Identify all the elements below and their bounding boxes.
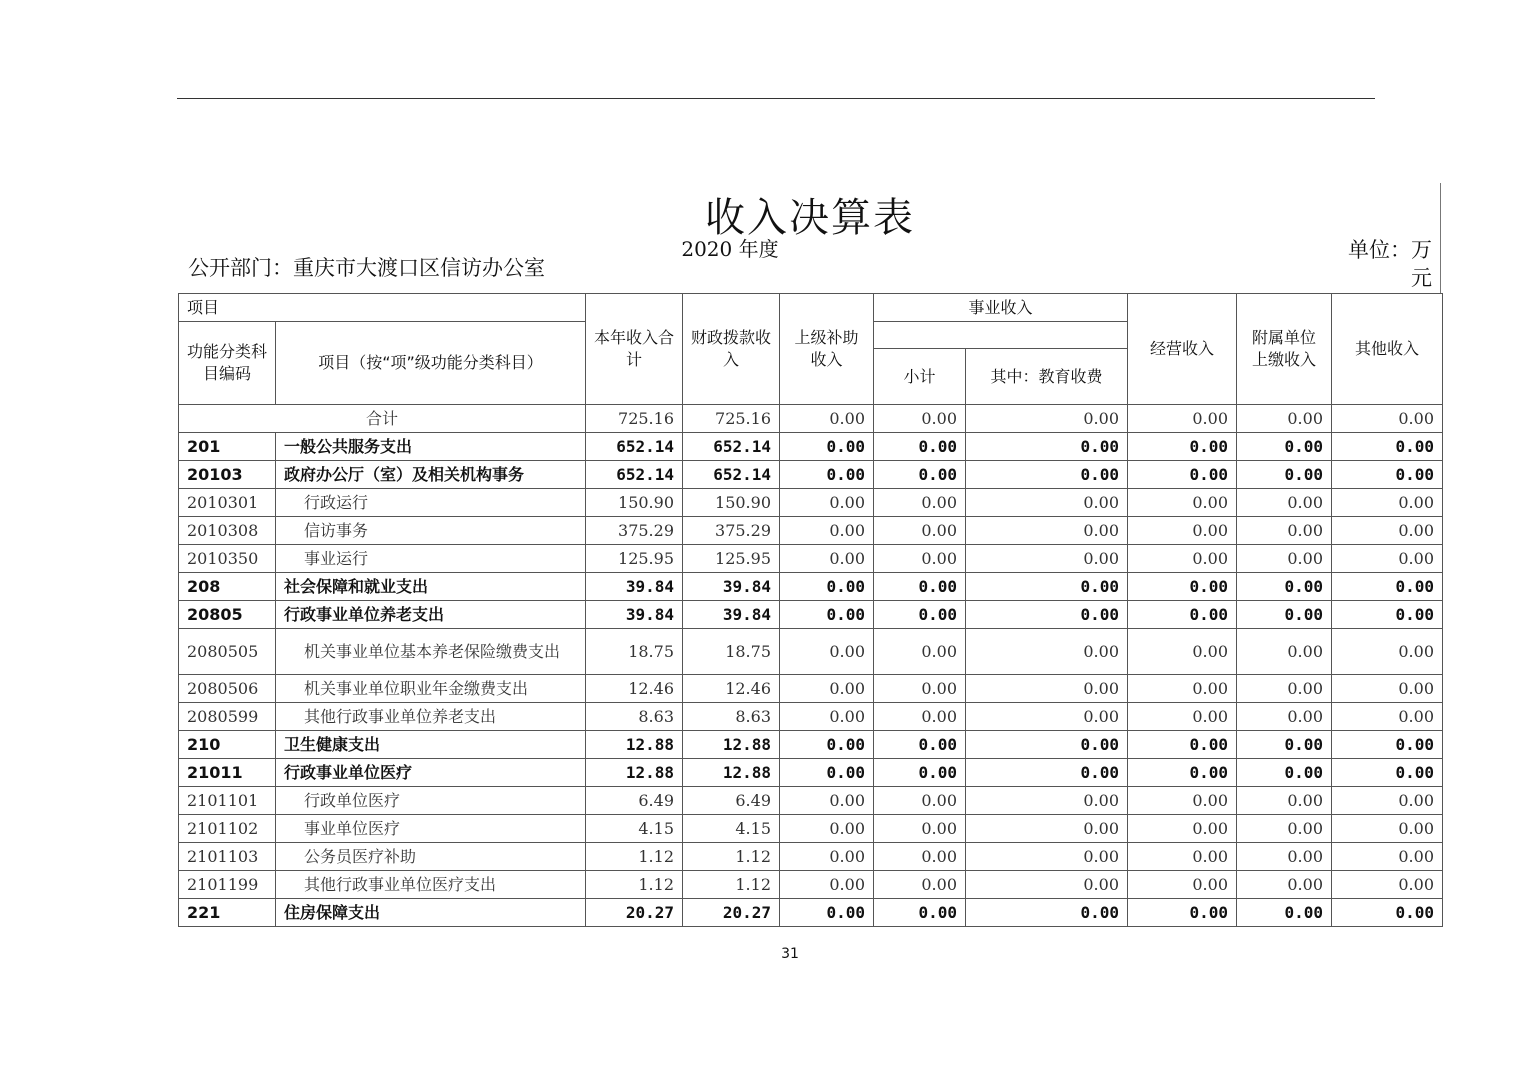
table-row bbox=[179, 601, 1443, 629]
row-value: 0.00 bbox=[1332, 573, 1443, 601]
header-other: 其他收入 bbox=[1332, 294, 1443, 405]
row-value: 652.14 bbox=[586, 461, 683, 489]
row-value: 0.00 bbox=[874, 573, 966, 601]
row-value: 0.00 bbox=[966, 703, 1128, 731]
year-label: 2020 年度 bbox=[681, 237, 779, 261]
row-code: 2101103 bbox=[179, 843, 276, 871]
row-value: 0.00 bbox=[1237, 573, 1332, 601]
row-value: 0.00 bbox=[874, 433, 966, 461]
row-value: 0.00 bbox=[966, 815, 1128, 843]
row-name: 住房保障支出 bbox=[276, 899, 586, 927]
row-value: 0.00 bbox=[1237, 489, 1332, 517]
row-value: 12.88 bbox=[683, 731, 780, 759]
row-code: 208 bbox=[179, 573, 276, 601]
row-value: 0.00 bbox=[780, 871, 874, 899]
row-value: 0.00 bbox=[1237, 517, 1332, 545]
row-value: 18.75 bbox=[683, 629, 780, 675]
row-value: 0.00 bbox=[874, 545, 966, 573]
row-name: 其他行政事业单位医疗支出 bbox=[276, 871, 586, 899]
row-value: 0.00 bbox=[874, 601, 966, 629]
row-value: 0.00 bbox=[1128, 731, 1237, 759]
row-value: 652.14 bbox=[683, 461, 780, 489]
row-name: 机关事业单位基本养老保险缴费支出 bbox=[276, 629, 586, 675]
table-row bbox=[179, 899, 1443, 927]
row-value: 0.00 bbox=[1128, 843, 1237, 871]
table-row bbox=[179, 573, 1443, 601]
row-value: 0.00 bbox=[780, 675, 874, 703]
row-value: 0.00 bbox=[1332, 703, 1443, 731]
row-code: 201 bbox=[179, 433, 276, 461]
row-value: 0.00 bbox=[1237, 675, 1332, 703]
row-value: 0.00 bbox=[1332, 405, 1443, 433]
row-value: 0.00 bbox=[1237, 899, 1332, 927]
row-value: 39.84 bbox=[586, 573, 683, 601]
row-value: 0.00 bbox=[966, 405, 1128, 433]
row-value: 0.00 bbox=[1128, 871, 1237, 899]
header-rule bbox=[177, 98, 1375, 99]
row-value: 0.00 bbox=[966, 731, 1128, 759]
row-value: 4.15 bbox=[683, 815, 780, 843]
row-value: 0.00 bbox=[966, 433, 1128, 461]
header-affiliated: 附属单位上缴收入 bbox=[1237, 294, 1332, 405]
row-value: 0.00 bbox=[1128, 899, 1237, 927]
table-row bbox=[179, 675, 1443, 703]
row-value: 0.00 bbox=[1332, 871, 1443, 899]
row-value: 0.00 bbox=[1332, 517, 1443, 545]
row-value: 0.00 bbox=[874, 405, 966, 433]
row-value: 6.49 bbox=[586, 787, 683, 815]
row-value: 0.00 bbox=[874, 815, 966, 843]
row-value: 1.12 bbox=[586, 871, 683, 899]
row-value: 0.00 bbox=[966, 759, 1128, 787]
row-value: 0.00 bbox=[1332, 815, 1443, 843]
row-value: 0.00 bbox=[874, 899, 966, 927]
row-value: 0.00 bbox=[966, 899, 1128, 927]
row-value: 0.00 bbox=[966, 461, 1128, 489]
row-value: 12.88 bbox=[586, 759, 683, 787]
row-value: 0.00 bbox=[1128, 573, 1237, 601]
table-row bbox=[179, 843, 1443, 871]
row-value: 8.63 bbox=[683, 703, 780, 731]
row-code: 2010350 bbox=[179, 545, 276, 573]
row-name: 行政事业单位医疗 bbox=[276, 759, 586, 787]
row-value: 39.84 bbox=[683, 573, 780, 601]
row-value: 0.00 bbox=[874, 703, 966, 731]
row-name: 行政单位医疗 bbox=[276, 787, 586, 815]
row-value: 0.00 bbox=[780, 545, 874, 573]
row-value: 725.16 bbox=[683, 405, 780, 433]
row-value: 0.00 bbox=[966, 517, 1128, 545]
row-name: 一般公共服务支出 bbox=[276, 433, 586, 461]
row-value: 0.00 bbox=[1332, 601, 1443, 629]
row-value: 0.00 bbox=[780, 629, 874, 675]
row-value: 125.95 bbox=[586, 545, 683, 573]
row-value: 0.00 bbox=[874, 489, 966, 517]
header-name: 项目（按“项”级功能分类科目） bbox=[276, 322, 586, 405]
row-value: 20.27 bbox=[586, 899, 683, 927]
table-row bbox=[179, 815, 1443, 843]
row-value: 0.00 bbox=[780, 815, 874, 843]
row-name: 政府办公厅（室）及相关机构事务 bbox=[276, 461, 586, 489]
row-value: 0.00 bbox=[966, 629, 1128, 675]
row-code: 20805 bbox=[179, 601, 276, 629]
row-value: 0.00 bbox=[1128, 461, 1237, 489]
row-value: 0.00 bbox=[1128, 489, 1237, 517]
row-value: 0.00 bbox=[1237, 433, 1332, 461]
row-value: 0.00 bbox=[966, 871, 1128, 899]
row-code: 210 bbox=[179, 731, 276, 759]
row-value: 0.00 bbox=[780, 899, 874, 927]
row-code: 2101102 bbox=[179, 815, 276, 843]
row-value: 0.00 bbox=[780, 517, 874, 545]
header-item: 项目 bbox=[179, 294, 586, 322]
row-name: 机关事业单位职业年金缴费支出 bbox=[276, 675, 586, 703]
row-value: 0.00 bbox=[1128, 815, 1237, 843]
row-value: 0.00 bbox=[1237, 601, 1332, 629]
row-code: 2010301 bbox=[179, 489, 276, 517]
row-value: 375.29 bbox=[586, 517, 683, 545]
row-value: 0.00 bbox=[780, 601, 874, 629]
row-name: 社会保障和就业支出 bbox=[276, 573, 586, 601]
unit-label: 单位：万元 bbox=[1348, 238, 1432, 290]
row-value: 8.63 bbox=[586, 703, 683, 731]
row-value: 12.46 bbox=[683, 675, 780, 703]
row-name: 行政运行 bbox=[276, 489, 586, 517]
row-value: 0.00 bbox=[966, 573, 1128, 601]
row-value: 0.00 bbox=[1237, 703, 1332, 731]
row-value: 1.12 bbox=[683, 843, 780, 871]
row-name: 事业单位医疗 bbox=[276, 815, 586, 843]
row-code: 2080505 bbox=[179, 629, 276, 675]
row-value: 0.00 bbox=[1332, 433, 1443, 461]
row-value: 0.00 bbox=[1332, 545, 1443, 573]
row-value: 0.00 bbox=[874, 675, 966, 703]
row-value: 0.00 bbox=[1332, 489, 1443, 517]
row-value: 0.00 bbox=[1332, 731, 1443, 759]
row-value: 0.00 bbox=[1237, 545, 1332, 573]
row-value: 0.00 bbox=[1332, 461, 1443, 489]
row-name: 公务员医疗补助 bbox=[276, 843, 586, 871]
row-value: 0.00 bbox=[874, 731, 966, 759]
row-value: 0.00 bbox=[874, 629, 966, 675]
row-code: 221 bbox=[179, 899, 276, 927]
row-value: 6.49 bbox=[683, 787, 780, 815]
row-code: 21011 bbox=[179, 759, 276, 787]
row-value: 0.00 bbox=[874, 871, 966, 899]
row-value: 0.00 bbox=[966, 489, 1128, 517]
page-title: 收入决算表 bbox=[705, 195, 915, 241]
row-value: 20.27 bbox=[683, 899, 780, 927]
row-value: 0.00 bbox=[966, 787, 1128, 815]
row-code: 2010308 bbox=[179, 517, 276, 545]
row-value: 12.46 bbox=[586, 675, 683, 703]
row-value: 0.00 bbox=[780, 461, 874, 489]
row-name: 合计 bbox=[179, 405, 586, 433]
row-value: 125.95 bbox=[683, 545, 780, 573]
department-label: 公开部门：重庆市大渡口区信访办公室 bbox=[188, 256, 545, 280]
row-value: 0.00 bbox=[1128, 601, 1237, 629]
row-value: 0.00 bbox=[1332, 675, 1443, 703]
row-value: 0.00 bbox=[874, 517, 966, 545]
row-value: 0.00 bbox=[1237, 843, 1332, 871]
row-name: 事业运行 bbox=[276, 545, 586, 573]
row-value: 0.00 bbox=[1237, 405, 1332, 433]
row-code: 2101101 bbox=[179, 787, 276, 815]
row-value: 0.00 bbox=[1128, 629, 1237, 675]
row-value: 0.00 bbox=[874, 843, 966, 871]
row-value: 0.00 bbox=[1128, 433, 1237, 461]
header-subtotal: 小计 bbox=[874, 349, 966, 405]
row-value: 0.00 bbox=[1332, 843, 1443, 871]
row-value: 0.00 bbox=[780, 573, 874, 601]
row-value: 0.00 bbox=[1237, 871, 1332, 899]
table-row bbox=[179, 703, 1443, 731]
row-value: 18.75 bbox=[586, 629, 683, 675]
row-value: 1.12 bbox=[586, 843, 683, 871]
row-value: 12.88 bbox=[586, 731, 683, 759]
row-value: 0.00 bbox=[1332, 759, 1443, 787]
row-value: 0.00 bbox=[780, 703, 874, 731]
row-value: 0.00 bbox=[966, 545, 1128, 573]
row-value: 39.84 bbox=[586, 601, 683, 629]
row-value: 39.84 bbox=[683, 601, 780, 629]
row-value: 4.15 bbox=[586, 815, 683, 843]
header-operating: 经营收入 bbox=[1128, 294, 1237, 405]
table-row bbox=[179, 731, 1443, 759]
table-row bbox=[179, 871, 1443, 899]
row-value: 375.29 bbox=[683, 517, 780, 545]
row-code: 2101199 bbox=[179, 871, 276, 899]
row-value: 0.00 bbox=[1237, 759, 1332, 787]
header-fiscal: 财政拨款收入 bbox=[683, 294, 780, 405]
table-row bbox=[179, 759, 1443, 787]
income-table bbox=[178, 293, 1443, 927]
row-name: 行政事业单位养老支出 bbox=[276, 601, 586, 629]
row-value: 0.00 bbox=[1128, 675, 1237, 703]
table-row bbox=[179, 461, 1443, 489]
row-value: 0.00 bbox=[966, 675, 1128, 703]
row-code: 20103 bbox=[179, 461, 276, 489]
row-value: 12.88 bbox=[683, 759, 780, 787]
row-value: 150.90 bbox=[586, 489, 683, 517]
row-value: 0.00 bbox=[1332, 787, 1443, 815]
row-value: 0.00 bbox=[780, 489, 874, 517]
table-row bbox=[179, 787, 1443, 815]
row-value: 652.14 bbox=[586, 433, 683, 461]
row-value: 0.00 bbox=[966, 843, 1128, 871]
header-superior: 上级补助收入 bbox=[780, 294, 874, 405]
row-value: 0.00 bbox=[1128, 405, 1237, 433]
header-code: 功能分类科目编码 bbox=[179, 322, 276, 405]
row-value: 0.00 bbox=[1128, 545, 1237, 573]
table-row bbox=[179, 517, 1443, 545]
row-value: 0.00 bbox=[1237, 731, 1332, 759]
row-value: 0.00 bbox=[874, 787, 966, 815]
row-name: 卫生健康支出 bbox=[276, 731, 586, 759]
header-total: 本年收入合计 bbox=[586, 294, 683, 405]
row-value: 0.00 bbox=[1128, 517, 1237, 545]
row-value: 0.00 bbox=[1237, 461, 1332, 489]
row-value: 0.00 bbox=[874, 759, 966, 787]
row-value: 0.00 bbox=[780, 433, 874, 461]
row-value: 0.00 bbox=[1128, 787, 1237, 815]
row-value: 0.00 bbox=[780, 405, 874, 433]
table-row bbox=[179, 629, 1443, 675]
row-name: 其他行政事业单位养老支出 bbox=[276, 703, 586, 731]
row-value: 0.00 bbox=[780, 759, 874, 787]
row-value: 0.00 bbox=[874, 461, 966, 489]
row-value: 652.14 bbox=[683, 433, 780, 461]
row-code: 2080506 bbox=[179, 675, 276, 703]
row-value: 1.12 bbox=[683, 871, 780, 899]
row-value: 0.00 bbox=[1237, 787, 1332, 815]
row-value: 0.00 bbox=[1237, 629, 1332, 675]
header-edu: 其中：教育收费 bbox=[966, 349, 1128, 405]
row-value: 0.00 bbox=[1237, 815, 1332, 843]
row-value: 0.00 bbox=[780, 843, 874, 871]
row-value: 0.00 bbox=[1332, 629, 1443, 675]
table-row bbox=[179, 433, 1443, 461]
header-career: 事业收入 bbox=[874, 294, 1128, 322]
row-code: 2080599 bbox=[179, 703, 276, 731]
page-number: 31 bbox=[781, 946, 799, 962]
row-value: 0.00 bbox=[966, 601, 1128, 629]
row-value: 150.90 bbox=[683, 489, 780, 517]
row-value: 0.00 bbox=[1128, 703, 1237, 731]
table-row bbox=[179, 545, 1443, 573]
row-name: 信访事务 bbox=[276, 517, 586, 545]
row-value: 0.00 bbox=[1332, 899, 1443, 927]
table-row bbox=[179, 405, 1443, 433]
row-value: 0.00 bbox=[1128, 759, 1237, 787]
row-value: 0.00 bbox=[780, 787, 874, 815]
table-row bbox=[179, 489, 1443, 517]
row-value: 725.16 bbox=[586, 405, 683, 433]
row-value: 0.00 bbox=[780, 731, 874, 759]
